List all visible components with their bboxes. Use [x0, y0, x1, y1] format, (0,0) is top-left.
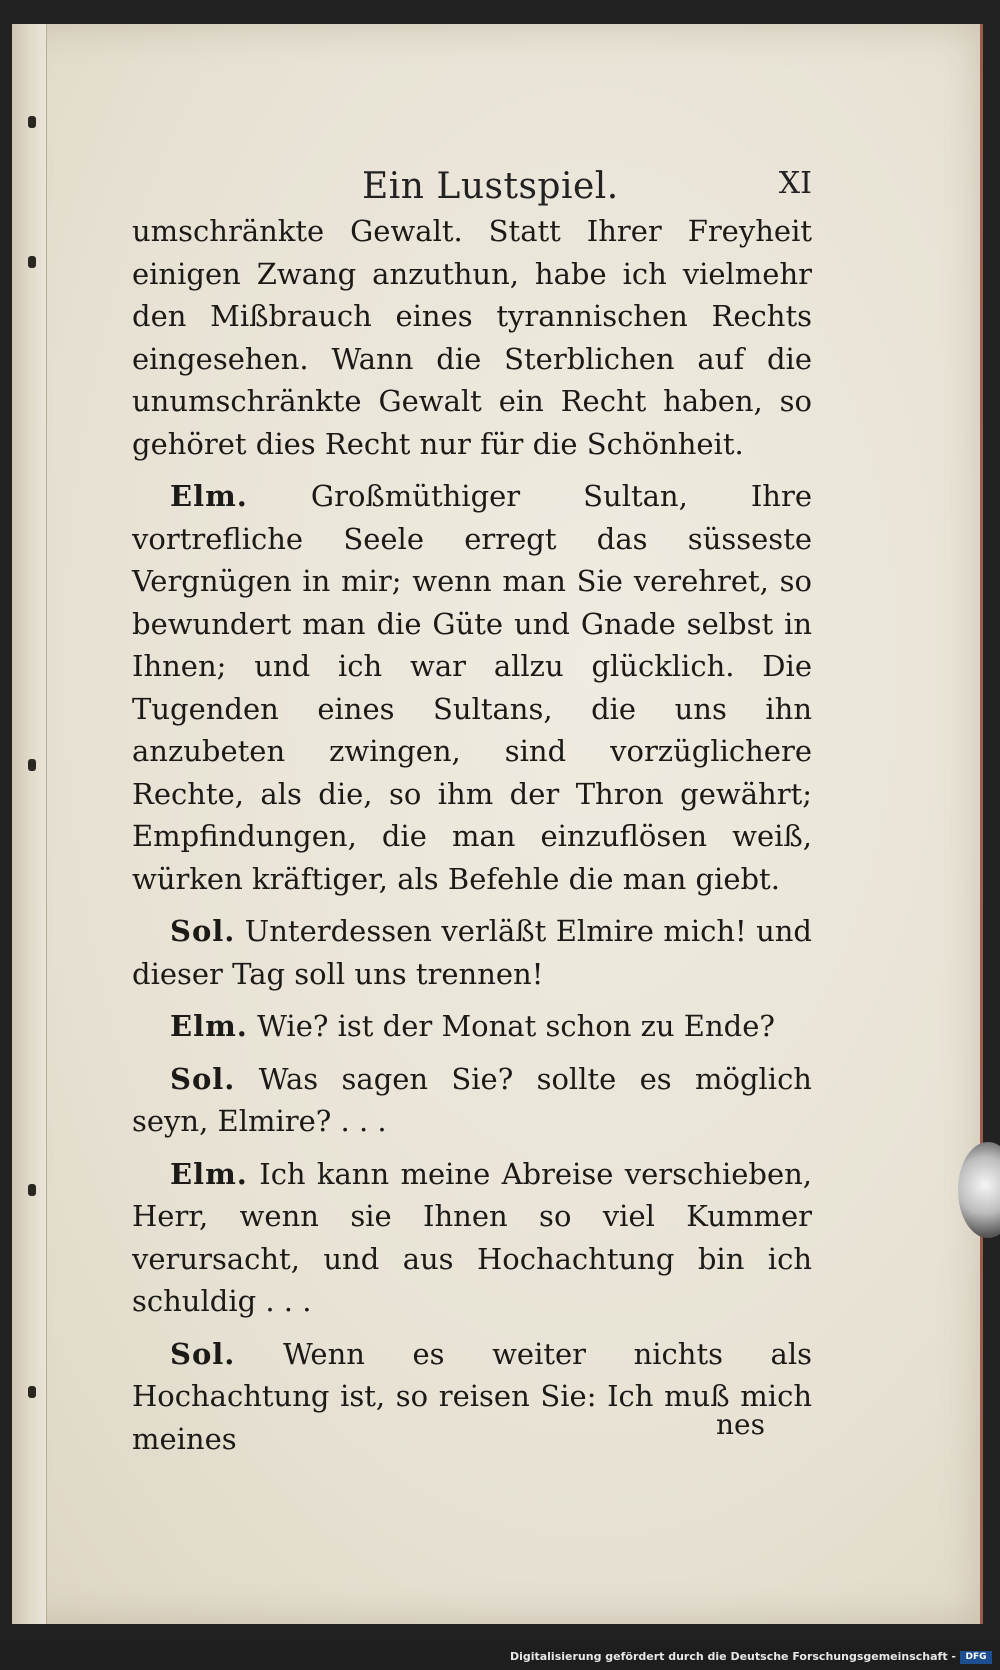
speaker-label: Elm. [170, 1156, 248, 1191]
speech-text: Ich kann meine Abreise verschieben, Herr, wenn sie Ihnen so viel Kummer verursacht, und aus Hochachtung bin ich schuldig . . . [132, 1156, 813, 1318]
binding-stitch [28, 1184, 36, 1196]
speech-text: Unterdessen verläßt Elmire mich! und dieser Tag soll uns trennen! [132, 914, 812, 991]
speech-text: Wie? ist der Monat schon zu Ende? [257, 1009, 775, 1043]
body-text [132, 210, 812, 1470]
catchword: nes [716, 1408, 765, 1441]
speech-paragraph [132, 1153, 812, 1323]
speech-paragraph [132, 1005, 812, 1048]
funding-credit: Digitalisierung gefördert durch die Deutsche Forschungsgemeinschaft - [509, 1650, 956, 1663]
speech-paragraph [132, 1058, 812, 1143]
speech-text: Was sagen Sie? sollte es möglich seyn, Elmire? . . . [132, 1061, 812, 1138]
binding-stitch [28, 1386, 36, 1398]
speech-paragraph [132, 475, 812, 900]
paragraph-text: umschränkte Gewalt. Statt Ihrer Freyheit einigen Zwang anzuthun, habe ich vielmehr den Mißbrauch eines tyrannischen Rechts eingesehen. Wann die Sterblichen auf die unumschränkte Gewalt ein Recht haben, so gehöret dies Recht nur für die Schönheit. [132, 214, 812, 461]
book-spine [12, 24, 47, 1624]
footer-bar [0, 1646, 1000, 1670]
speech-paragraph [132, 1333, 812, 1461]
speech-text: Wenn es weiter nichts als Hochachtung ist, so reisen Sie: Ich muß mich meines [132, 1336, 813, 1456]
speaker-label: Elm. [170, 1009, 248, 1043]
speech-text: Großmüthiger Sultan, Ihre vortrefliche Seele erregt das süsseste Vergnügen in mir; wenn man Sie verehret, so bewundert man die Güte und Gnade selbst in Ihnen; und ich war allzu glücklich. Die Tugenden eines Sultans, die uns ihn anzubeten zwingen, sind vorzüglichere Rechte, als die, so ihm der Thron gewährt; Empfindungen, die man einzuflösen weiß, würken kräftiger, als Befehle die man giebt. [132, 479, 812, 896]
speech-paragraph [132, 910, 812, 995]
binding-stitch [28, 116, 36, 128]
paragraph [132, 210, 812, 465]
page-number: XI [778, 166, 812, 201]
running-title: Ein Lustspiel. [362, 166, 619, 207]
binding-stitch [28, 759, 36, 771]
speaker-label: Sol. [170, 1061, 236, 1096]
binding-stitch [28, 256, 36, 268]
speaker-label: Sol. [170, 1336, 236, 1371]
dfg-logo: DFG [960, 1651, 992, 1664]
speaker-label: Sol. [170, 914, 236, 948]
speaker-label: Elm. [170, 479, 248, 513]
